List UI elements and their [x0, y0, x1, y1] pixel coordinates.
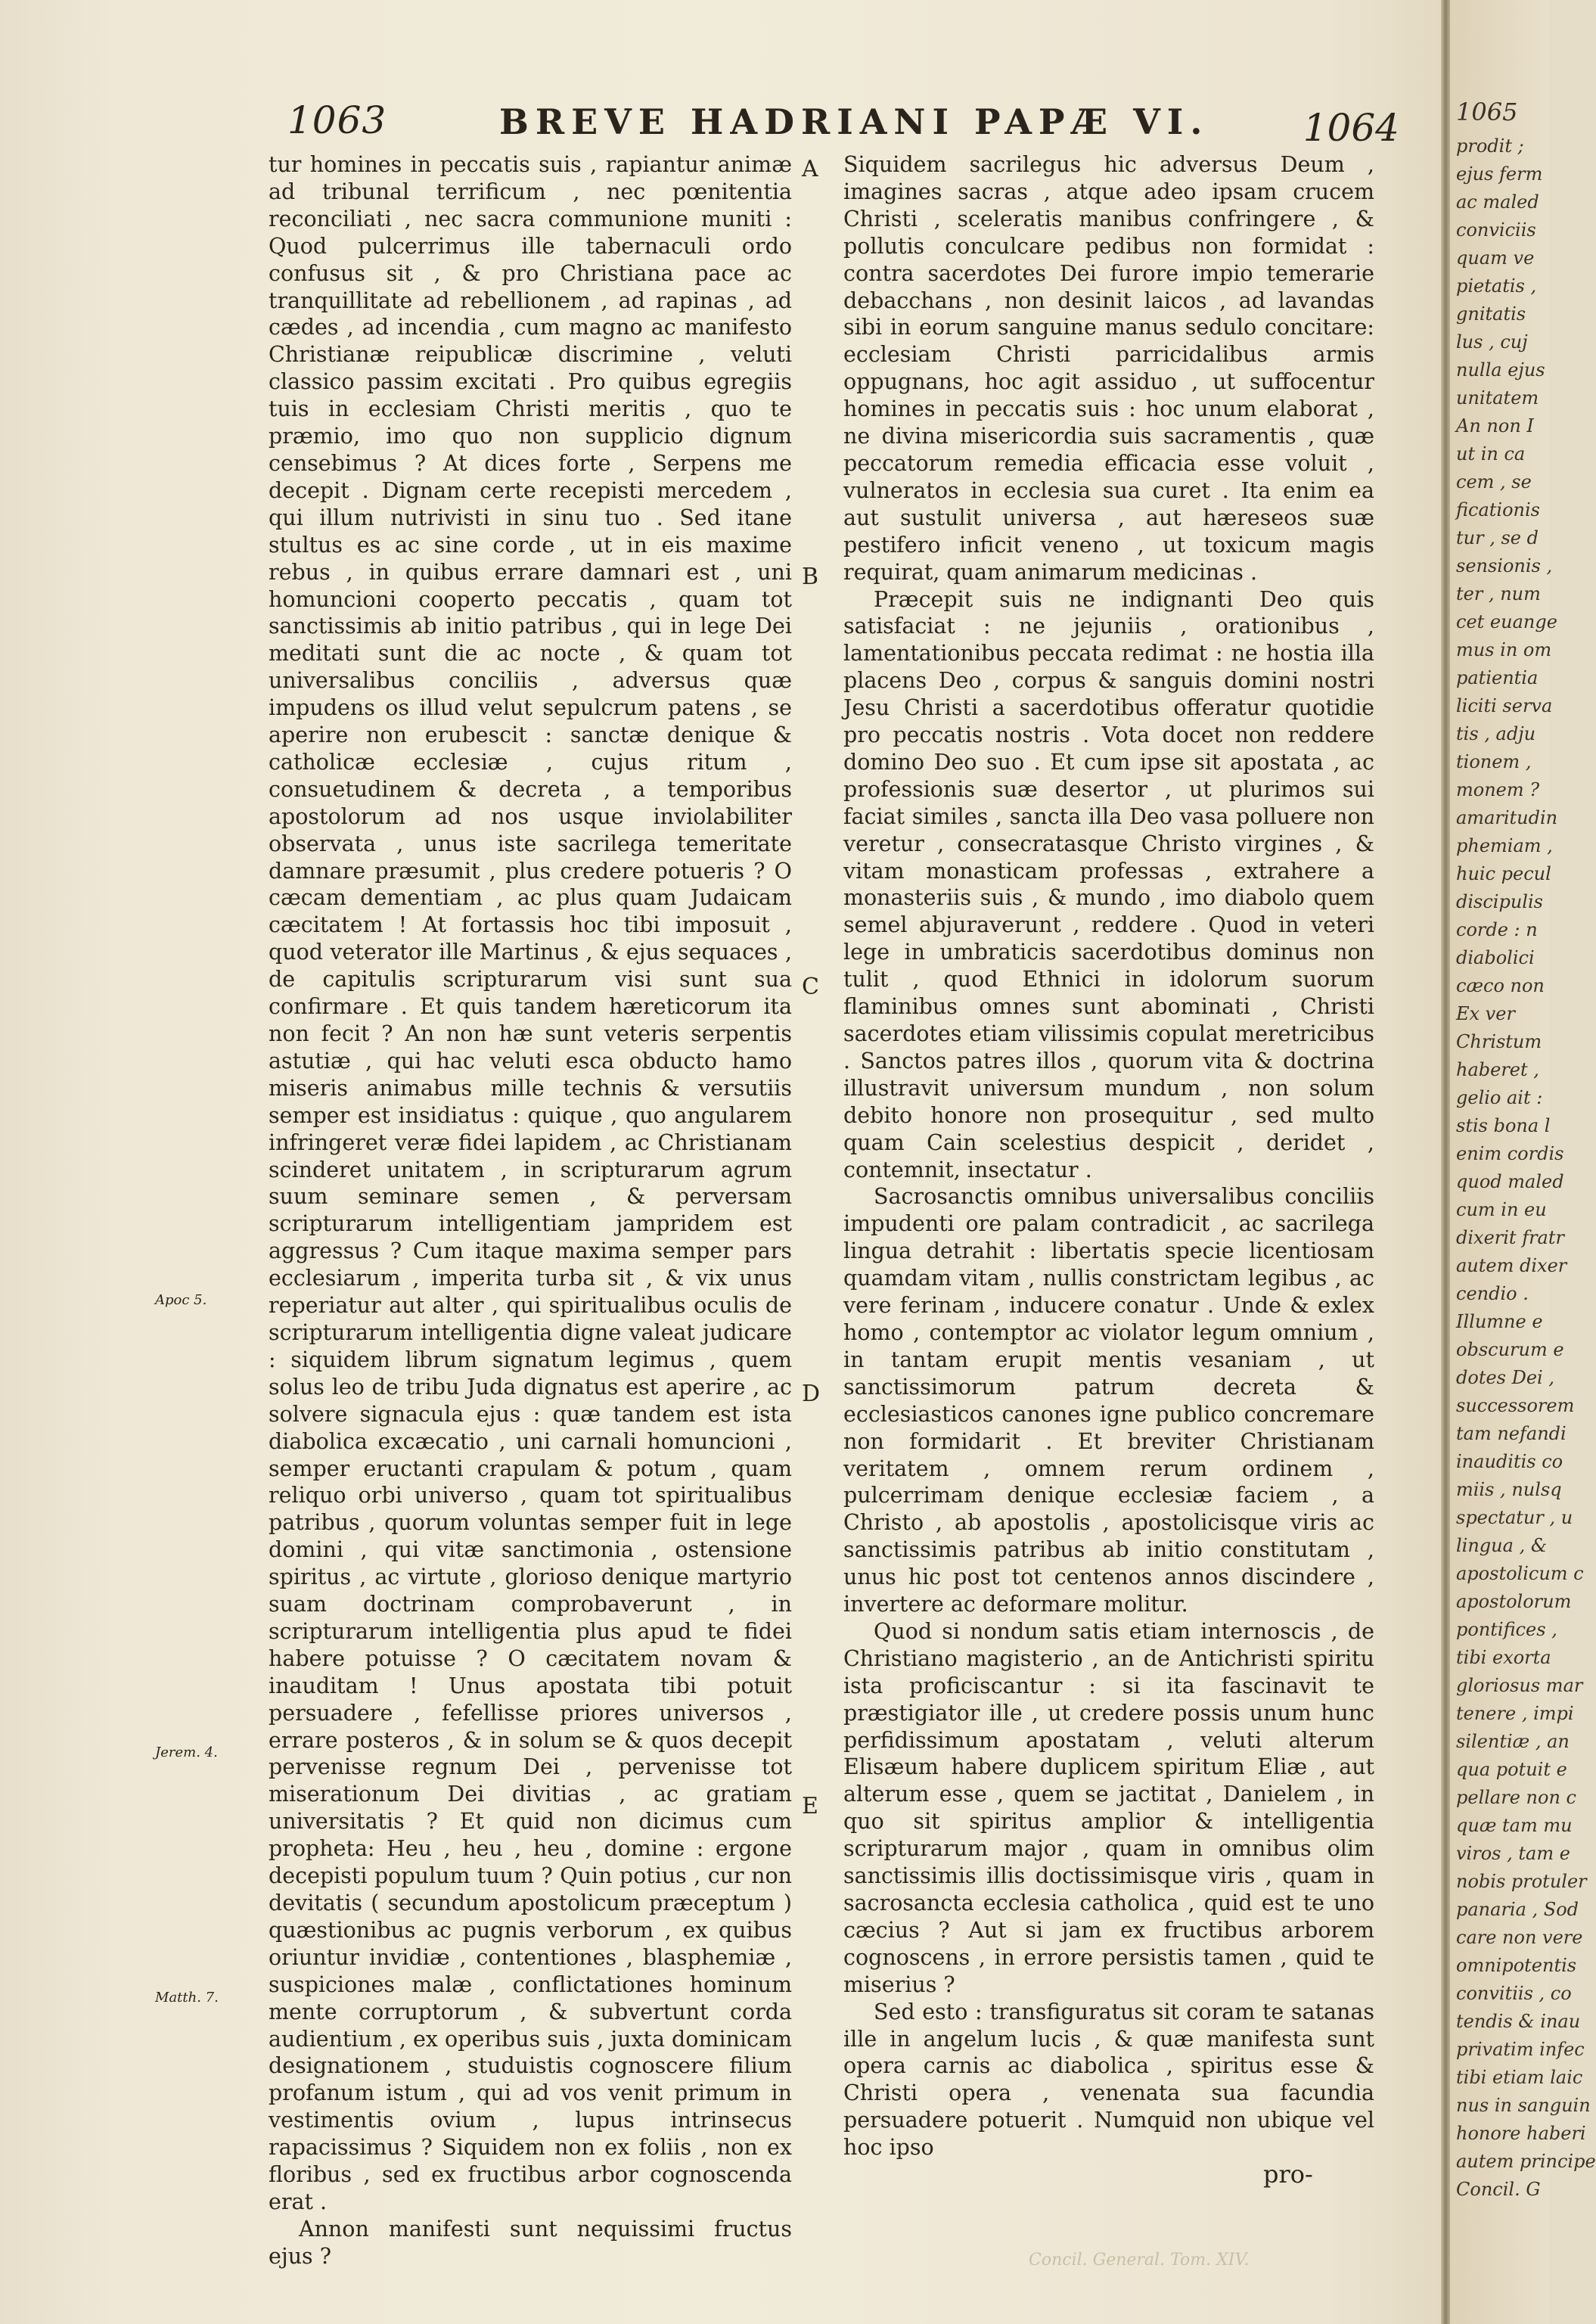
side-note-jerem: Jerem. 4. [155, 1745, 218, 1760]
facing-page-line: amaritudin [1456, 807, 1558, 828]
facing-page-line: ficationis [1456, 499, 1540, 520]
facing-page-line: miis , nulsq [1456, 1479, 1562, 1500]
facing-page-line: silentiæ , an [1456, 1731, 1570, 1752]
right-paragraph-4: Quod si nondum satis etiam internoscis , de Christiano magisterio , an de Antichristi spiritu ista proficiscantur : si ita fascinavit te præstigiator ille , ut credere possis unum hunc perfidissimum apostatam , veluti alterum Elisæum habere duplicem spiritum Eliæ , aut alterum esse , quem se jactitat , Danielem , in quo sit spiritus amplior & intelligentia scripturarum major , quam in omnibus olim sanctissimis illis doctissimisque viris , quam in sacrosancta ecclesia catholica , quid est te uno cæcius ? Aut si jam ex fructibus arborem cognoscens , in errore persistis tamen , quid te miserius ? [843, 1618, 1374, 1997]
facing-page-line: successorem [1456, 1395, 1575, 1416]
facing-page-line: nulla ejus [1456, 359, 1545, 381]
facing-page-line: privatim infec [1456, 2039, 1585, 2060]
section-marker-c: C [802, 974, 819, 1000]
facing-page-line: cæco non [1456, 975, 1545, 996]
facing-page-line: autem dixer [1456, 1255, 1567, 1276]
facing-page-lines [1456, 132, 1596, 2204]
facing-page-line: ejus ferm [1456, 163, 1543, 185]
facing-page-line: tibi etiam laic [1456, 2067, 1583, 2088]
facing-page-line: ac maled [1456, 191, 1539, 213]
facing-page-line: care non vere [1456, 1927, 1583, 1948]
facing-page-line: qua potuit e [1456, 1759, 1567, 1780]
section-marker-b: B [802, 564, 819, 590]
facing-page-line: pontifices , [1456, 1619, 1557, 1640]
facing-page-line: ter , num [1456, 583, 1541, 604]
facing-page-line: cendio . [1456, 1283, 1529, 1304]
facing-page-edge [1450, 0, 1596, 2324]
facing-page-line: haberet , [1456, 1059, 1539, 1080]
facing-page-line: tam nefandi [1456, 1423, 1567, 1444]
facing-page-line: convitiis , co [1456, 1983, 1572, 2004]
facing-page-line: quod maled [1456, 1171, 1564, 1192]
facing-page-line: quæ tam mu [1456, 1815, 1573, 1836]
facing-page-line: cem , se [1456, 471, 1532, 492]
right-paragraph-1: Siquidem sacrilegus hic adversus Deum , imagines sacras , atque adeo ipsam crucem Christi , sceleratis manibus confringere , & pollutis conculcare pedibus non formidat : contra sacerdotes Dei furore impio temerarie debacchans , non desinit laicos , ad lavandas sibi in eorum sanguine manus sedulo concitare: ecclesiam Christi parricidalibus armis oppugnans, hoc agit assiduo , ut suffocentur homines in peccatis suis : hoc unum elaborat , ne divina misericordia suis sacramentis , quæ peccatorum remedia efficacia esse voluit , vulneratos in ecclesia sua curet . Ita enim ea aut sustulit universa , aut hæreseos suæ pestifero inficit veneno , ut toxicum magis requirat, quam animarum medicinas . [843, 152, 1374, 585]
facing-page-text [1456, 98, 1596, 2204]
facing-page-number: 1065 [1456, 98, 1518, 126]
facing-page-line: Christum [1456, 1031, 1542, 1052]
facing-page-line: nobis protuler [1456, 1871, 1587, 1892]
facing-page-line: corde : n [1456, 919, 1538, 940]
footer-show-through: Concil. General. Tom. XIV. [1029, 2251, 1250, 2270]
left-paragraph-2: Annon manifesti sunt nequissimi fructus ejus ? [269, 2216, 792, 2269]
facing-page-line: dixerit fratr [1456, 1227, 1564, 1248]
facing-page-line: patientia [1456, 667, 1539, 688]
facing-page-line: huic pecul [1456, 863, 1551, 884]
facing-page-line: obscurum e [1456, 1339, 1564, 1360]
section-marker-e: E [802, 1793, 818, 1819]
right-paragraph-2: Præcepit suis ne indignanti Deo quis satisfaciat : ne jejuniis , orationibus , lamentationibus peccata redimat : ne hostia illa placens Deo , corpus & sanguis domini nostri Jesu Christi a sacerdotibus offeratur quotidie pro peccatis nostris . Vota docet non reddere domino Deo suo . Et cum ipse sit apostata , ac professionis suæ desertor , ut plurimos sui faciat similes , sancta illa Deo vasa polluere non veretur , consecratasque Christo virgines , & vitam monasticam professas , extrahere a monasteriis suis , & mundo , imo diabolo quem semel abjuraverunt , reddere . Quod in veteri lege in umbraticis sacerdotibus dominus non tulit , quod Ethnici in idolorum suorum flaminibus omnes sunt abominati , Christi sacerdotes etiam vilissimis copulat meretricibus . Sanctos patres illos , quorum vita & doctrina illustravit universum mundum , non solum debito honore non prosequitur , sed multo quam Cain scelestius despicit , deridet , contemnit, insectatur . [843, 586, 1374, 1182]
facing-page-line: pietatis , [1456, 275, 1537, 297]
facing-page-line: nus in sanguin [1456, 2095, 1591, 2116]
left-page-number: 1063 [287, 98, 387, 142]
facing-page-line: tis , adju [1456, 723, 1536, 744]
facing-page-line: An non I [1456, 415, 1534, 437]
facing-page-line: mus in om [1456, 639, 1552, 660]
facing-page-line: tenere , impi [1456, 1703, 1574, 1724]
facing-page-line: pellare non c [1456, 1787, 1576, 1808]
facing-page-line: gloriosus mar [1456, 1675, 1583, 1696]
facing-page-line: inauditis co [1456, 1451, 1563, 1472]
running-title: BREVE HADRIANI PAPÆ VI. [499, 101, 1209, 142]
facing-page-line: tendis & inau [1456, 2011, 1581, 2032]
facing-page-line: diabolici [1456, 947, 1535, 968]
section-marker-a: A [802, 156, 818, 182]
facing-page-line: apostolicum c [1456, 1563, 1584, 1584]
facing-page-line: honore haberi [1456, 2123, 1586, 2144]
facing-page-line: cum in eu [1456, 1199, 1547, 1220]
facing-page-line: gelio ait : [1456, 1087, 1543, 1108]
right-page-number: 1064 [1303, 106, 1399, 150]
facing-page-line: lus , cuj [1456, 331, 1528, 353]
facing-page-line: sensionis , [1456, 555, 1553, 576]
facing-page-line: Ex ver [1456, 1003, 1515, 1024]
facing-page-line: apostolorum [1456, 1591, 1572, 1612]
section-marker-d: D [802, 1381, 821, 1407]
facing-page-line: ut in ca [1456, 443, 1526, 464]
catchword: pro- [1263, 2160, 1313, 2189]
facing-page-line: panaria , Sod [1456, 1899, 1579, 1920]
left-text-column [269, 151, 792, 2270]
facing-page-line: Illumne e [1456, 1311, 1543, 1332]
side-note-matth: Matth. 7. [155, 1990, 219, 2006]
facing-page-line: enim cordis [1456, 1143, 1564, 1164]
facing-page-line: tur , se d [1456, 527, 1539, 548]
right-paragraph-5: Sed esto : transfiguratus sit coram te satanas ille in angelum lucis , & quæ manifesta sunt opera carnis ac diabolica , spiritus esse & Christi opera , venenata sua facundia persuadere potuerit . Numquid non ubique vel hoc ipso [843, 1999, 1374, 2161]
facing-page-line: lingua , & [1456, 1535, 1548, 1556]
facing-page-line: liciti serva [1456, 695, 1553, 716]
facing-page-line: phemiam , [1456, 835, 1553, 856]
facing-page-line: Concil. G [1456, 2179, 1541, 2200]
facing-page-line: gnitatis [1456, 303, 1526, 325]
facing-page-line: tibi exorta [1456, 1647, 1551, 1668]
facing-page-line: prodit ; [1456, 135, 1524, 157]
facing-page-line: quam ve [1456, 247, 1535, 269]
facing-page-line: cet euange [1456, 611, 1557, 632]
left-paragraph-1: tur homines in peccatis suis , rapiantur animæ ad tribunal terrificum , nec pœnitentia reconciliati , nec sacra communione muniti : Quod pulcerrimus ille tabernaculi ordo confusus sit , & pro Christiana pace ac tranquillitate ad rebellionem , ad rapinas , ad cædes , ad incendia , cum magno ac manifesto Christianæ reipublicæ discrimine , veluti classico passim excitati . Pro quibus egregiis tuis in ecclesiam Christi meritis , quo te præmio, imo quo non supplicio dignum censebimus ? At dices forte , Serpens me decepit . Dignam certe recepisti mercedem , qui illum nutrivisti in sinu tuo . Sed itane stultus es ac sine corde , ut in eis maxime rebus , in quibus errare damnari est , uni homuncioni cooperto peccatis , quam tot sanctissimis ab initio patribus , qui in lege Dei meditati sunt die ac nocte , & quam tot universalibus conciliis , adversus quæ impudens os illud velut sepulcrum patens , se aperire non erubescit : sanctæ denique & catholicæ ecclesiæ , cujus ritum , consuetudinem & decreta , a temporibus apostolorum ad nos usque inviolabiliter observata , unus iste sacrilega temeritate damnare præsumit , plus credere potueris ? O cæcam dementiam , ac plus quam Judaicam cæcitatem ! At fortassis hoc tibi imposuit , quod veterator ille Martinus , & ejus sequaces , de capitulis scripturarum visi sunt sua confirmare . Et quis tandem hæreticorum ita non fecit ? An non hæ sunt veteris serpentis astutiæ , qui hac veluti esca obducto hamo miseris animabus mille technis & versutiis semper est insidiatus : quique , quo angularem infringeret veræ fidei lapidem , ac Christianam scinderet unitatem , in scripturarum agrum suum seminare semen , & perversam scripturarum intelligentiam jampridem est aggressus ? Cum itaque maxima semper pars ecclesiarum , imperita turba sit , & vix unus reperiatur aut alter , qui spiritualibus oculis de scripturarum intelligentia digne valeat judicare : siquidem librum signatum legimus , quem solus leo de tribu Juda dignatus est aperire , ac solvere signacula ejus : quæ tandem est ista diabolica excæcatio , uni carnali homuncioni , semper eructanti crapulam & potum , quam reliquo orbi universo , quam tot spiritualibus patribus , quorum voluntas semper fuit in lege domini , qui vitæ sanctimonia , ostensione spiritus , ac virtute , glorioso denique martyrio suam doctrinam comprobaverunt , in scripturarum intelligentia plus apud te fidei habere potuisse ? O cæcitatem novam & inauditam ! Unus apostata tibi potuit persuadere , fefellisse priores universos , errare posteros , & in solum se & quos decepit pervenisse regnum Dei , pervenisse tot miserationum Dei divitias , ac gratiam universitatis ? Et quid non dicimus cum propheta: Heu , heu , heu , domine : ergone decepisti populum tuum ? Quin potius , cur non devitatis ( secundum apostolicum præceptum ) quæstionibus ac pugnis verborum , ex quibus oriuntur invidiæ , contentiones , blasphemiæ , suspiciones malæ , conflictationes hominum mente corruptorum , & subvertunt corda audientium , ex operibus suis , juxta dominicam designationem , studuistis cognoscere filium profanum istum , qui ad vos venit primum in vestimentis ovium , lupus intrinsecus rapacissimus ? Siquidem non ex foliis , non ex floribus , sed ex fructibus arbor cognoscenda erat . [269, 152, 793, 2214]
right-paragraph-3: Sacrosanctis omnibus universalibus conciliis impudenti ore palam contradicit , ac sacrilega lingua detrahit : libertatis specie licentiosam quamdam vitam , nullis constrictam legibus , ac vere ferinam , inducere conatur . Unde & exlex homo , contemptor ac violator legum omnium , in tantam erupit mentis vesaniam , ut sanctissimorum patrum decreta & ecclesiasticos canones igne publico concremare non formidarit . Et breviter Christianam veritatem , omnem rerum ordinem , pulcerrimam denique ecclesiæ faciem , a Christo , ab apostolis , apostolicisque viris ac sanctissimis patribus ab initio constitutam , unus hic post tot centenos annos discindere , invertere ac deformare molitur. [843, 1184, 1374, 1617]
facing-page-line: viros , tam e [1456, 1843, 1570, 1864]
facing-page-line: unitatem [1456, 387, 1539, 409]
book-gutter [1441, 0, 1450, 2324]
facing-page-line: monem ? [1456, 779, 1540, 800]
facing-page-line: dotes Dei , [1456, 1367, 1554, 1388]
facing-page-line: discipulis [1456, 891, 1543, 912]
side-note-apoc: Apoc 5. [155, 1292, 207, 1308]
right-text-column [843, 151, 1374, 2161]
page-header [287, 98, 1399, 151]
facing-page-line: omnipotentis [1456, 1955, 1577, 1976]
facing-page-line: tionem , [1456, 751, 1532, 772]
facing-page-line: spectatur , u [1456, 1507, 1573, 1528]
facing-page-line: conviciis [1456, 219, 1536, 241]
facing-page-line: stis bona l [1456, 1115, 1551, 1136]
facing-page-line: autem principe [1456, 2151, 1596, 2172]
